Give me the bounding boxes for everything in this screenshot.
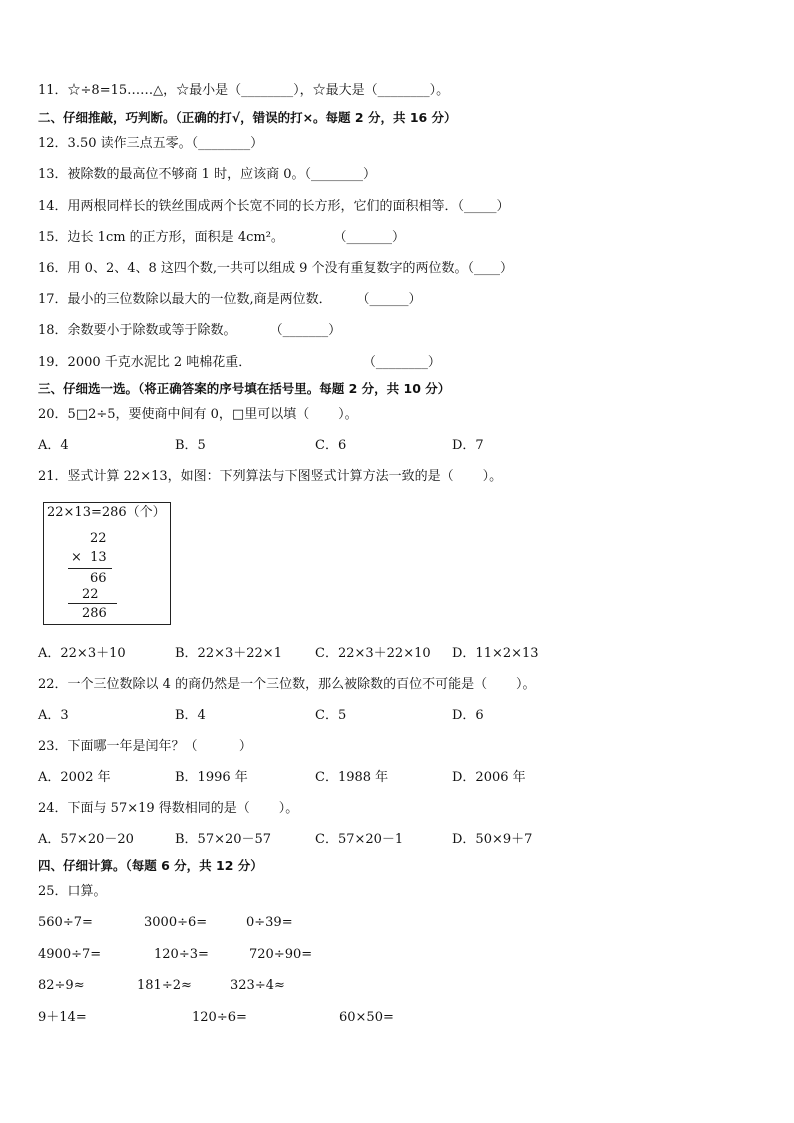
figure-row-1: 22 (90, 531, 107, 546)
q24: 24．下面与 57×19 得数相同的是（ ）。 (38, 801, 299, 816)
vertical-calculation-figure (43, 502, 171, 625)
q21-option-c: C．22×3＋22×10 (315, 646, 431, 661)
q24-option-b: B．57×20－57 (175, 832, 272, 847)
section-2-heading: 二、仔细推敲，巧判断。（正确的打√，错误的打×。每题 2 分，共 16 分） (38, 110, 457, 125)
q20-option-d: D．7 (452, 438, 484, 453)
calc-item: 4900÷7= (38, 947, 102, 962)
q15: 15．边长 1cm 的正方形，面积是 4cm²。 （_______） (38, 230, 405, 245)
section-4-heading: 四、仔细计算。（每题 6 分，共 12 分） (38, 858, 263, 873)
calc-item: 0÷39= (246, 915, 293, 930)
q21-option-d: D．11×2×13 (452, 646, 539, 661)
q21-option-b: B．22×3＋22×1 (175, 646, 282, 661)
figure-row-4: 22 (82, 587, 99, 602)
q18: 18．余数要小于除数或等于除数。 （_______） (38, 323, 342, 338)
calc-item: 720÷90= (249, 947, 313, 962)
calc-item: 82÷9≈ (38, 978, 85, 993)
calc-item: 60×50= (339, 1010, 394, 1025)
calc-item: 181÷2≈ (137, 978, 192, 993)
q17: 17．最小的三位数除以最大的一位数,商是两位数． （______） (38, 292, 422, 307)
q22-option-c: C．5 (315, 708, 347, 723)
q14: 14．用两根同样长的铁丝围成两个长宽不同的长方形，它们的面积相等．（_____） (38, 199, 510, 214)
q24-option-d: D．50×9＋7 (452, 832, 533, 847)
section-3-heading: 三、仔细选一选。（将正确答案的序号填在括号里。每题 2 分，共 10 分） (38, 381, 451, 396)
q23-option-a: A．2002 年 (38, 770, 111, 785)
q22-option-d: D．6 (452, 708, 484, 723)
figure-row-2: × 13 (71, 550, 107, 565)
q22-option-a: A．3 (38, 708, 69, 723)
q25: 25．口算。 (38, 884, 107, 899)
q19: 19．2000 千克水泥比 2 吨棉花重． （________） (38, 355, 441, 370)
q12: 12．3.50 读作三点五零。（________） (38, 136, 264, 151)
q24-option-a: A．57×20－20 (38, 832, 134, 847)
figure-row-5: 286 (82, 606, 107, 621)
figure-title: 22×13=286（个） (47, 505, 166, 520)
q23-option-d: D．2006 年 (452, 770, 526, 785)
calc-item: 9＋14= (38, 1010, 87, 1025)
calc-item: 120÷3= (154, 947, 209, 962)
figure-row-3: 66 (90, 571, 107, 586)
q22: 22．一个三位数除以 4 的商仍然是一个三位数，那么被除数的百位不可能是（ ）。 (38, 677, 536, 692)
q24-option-c: C．57×20－1 (315, 832, 404, 847)
q11: 11．☆÷8=15……△，☆最小是（________），☆最大是（________）。 (38, 83, 450, 98)
q21: 21．竖式计算 22×13，如图：下列算法与下图竖式计算方法一致的是（ ）。 (38, 469, 503, 484)
q20: 20．5□2÷5，要使商中间有 0，□里可以填（ ）。 (38, 407, 358, 422)
q22-option-b: B．4 (175, 708, 206, 723)
q20-option-a: A．4 (38, 438, 69, 453)
q13: 13．被除数的最高位不够商 1 时，应该商 0。（________） (38, 167, 376, 182)
q20-option-c: C．6 (315, 438, 347, 453)
calc-item: 323÷4≈ (230, 978, 285, 993)
q23-option-c: C．1988 年 (315, 770, 389, 785)
calc-item: 3000÷6= (144, 915, 208, 930)
q21-option-a: A．22×3＋10 (38, 646, 126, 661)
calc-item: 560÷7= (38, 915, 93, 930)
q23: 23．下面哪一年是闰年？（ ） (38, 739, 252, 754)
figure-rule-2 (68, 603, 117, 604)
q23-option-b: B．1996 年 (175, 770, 248, 785)
q16: 16．用 0、2、4、8 这四个数,一共可以组成 9 个没有重复数字的两位数。（____） (38, 261, 514, 276)
calc-item: 120÷6= (192, 1010, 247, 1025)
figure-rule-1 (68, 568, 112, 569)
q20-option-b: B．5 (175, 438, 206, 453)
